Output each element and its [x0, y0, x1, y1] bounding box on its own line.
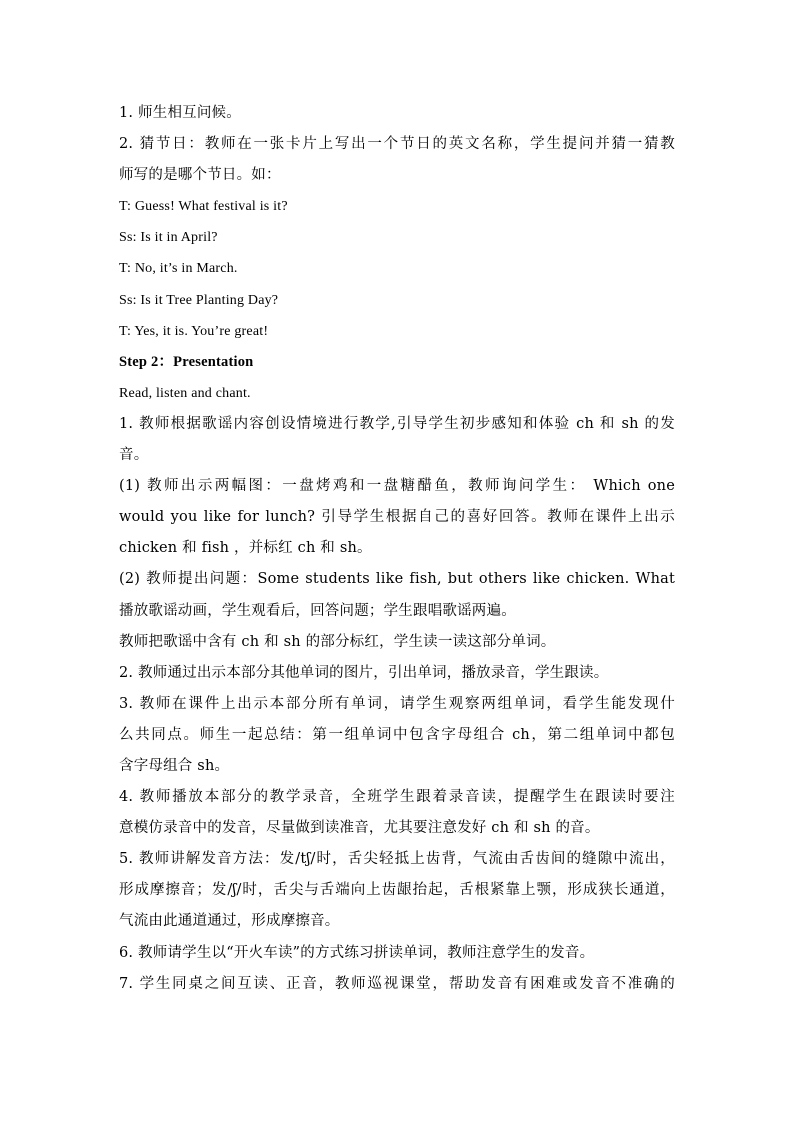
subheading: Read, listen and chant. — [119, 385, 251, 401]
dialogue-line: Ss: Is it in April? — [119, 230, 218, 246]
dialogue-line: T: Yes, it is. You’re great! — [119, 323, 269, 339]
text-line: would you like for lunch? 引导学生根据自己的喜好回答。教师在课件上出示 — [119, 509, 675, 526]
text-line: 2. 猜节日：教师在一张卡片上写出一个节日的英文名称，学生提问并猜一猜教 — [119, 136, 675, 153]
text-line: 6. 教师请学生以“开火车读”的方式练习拼读单词，教师注意学生的发音。 — [119, 944, 595, 961]
text-line: 7. 学生同桌之间互读、正音，教师巡视课堂，帮助发音有困难或发音不准确的 — [119, 975, 675, 992]
text-line: (2) 教师提出问题：Some students like fish, but others like chicken. What — [119, 571, 675, 588]
section-heading: Step 2：Presentation — [119, 353, 254, 370]
text-line: 气流由此通道通过，形成摩擦音。 — [119, 913, 340, 930]
text-line: 5. 教师讲解发音方法：发/tʃ/时，舌尖轻抵上齿背，气流由舌齿间的缝隙中流出， — [119, 851, 675, 868]
text-line: 4. 教师播放本部分的教学录音，全班学生跟着录音读，提醒学生在跟读时要注 — [119, 789, 675, 806]
dialogue-line: T: No, it’s in March. — [119, 261, 238, 277]
text-line: 1. 师生相互问候。 — [119, 105, 241, 121]
text-line: 3. 教师在课件上出示本部分所有单词，请学生观察两组单词，看学生能发现什 — [119, 695, 675, 712]
text-line: 教师把歌谣中含有 ch 和 sh 的部分标红，学生读一读这部分单词。 — [119, 633, 556, 650]
text-line: 1. 教师根据歌谣内容创设情境进行教学,引导学生初步感知和体验 ch 和 sh 的发 — [119, 415, 675, 432]
text-line: 意模仿录音中的发音，尽量做到读准音，尤其要注意发好 ch 和 sh 的音。 — [119, 820, 600, 837]
dialogue-line: Ss: Is it Tree Planting Day? — [119, 292, 279, 308]
text-line: 么共同点。师生一起总结：第一组单词中包含字母组合 ch，第二组单词中都包 — [119, 726, 675, 743]
text-line: 含字母组合 sh。 — [119, 757, 230, 774]
dialogue-line: T: Guess! What festival is it? — [119, 199, 288, 215]
text-line: 播放歌谣动画，学生观看后，回答问题；学生跟唱歌谣两遍。 — [119, 602, 516, 619]
text-line: 音。 — [119, 447, 149, 464]
text-line: (1) 教师出示两幅图：一盘烤鸡和一盘糖醋鱼，教师询问学生： Which one — [119, 478, 675, 495]
text-line: 师写的是哪个节日。如： — [119, 167, 281, 184]
text-line: 形成摩擦音；发/ʃ/时，舌尖与舌端向上齿龈抬起，舌根紧靠上颚，形成狭长通道， — [119, 882, 675, 899]
document-body — [119, 98, 675, 1000]
text-line: chicken 和 fish ，并标红 ch 和 sh。 — [119, 540, 372, 557]
text-line: 2. 教师通过出示本部分其他单词的图片，引出单词，播放录音，学生跟读。 — [119, 664, 609, 681]
